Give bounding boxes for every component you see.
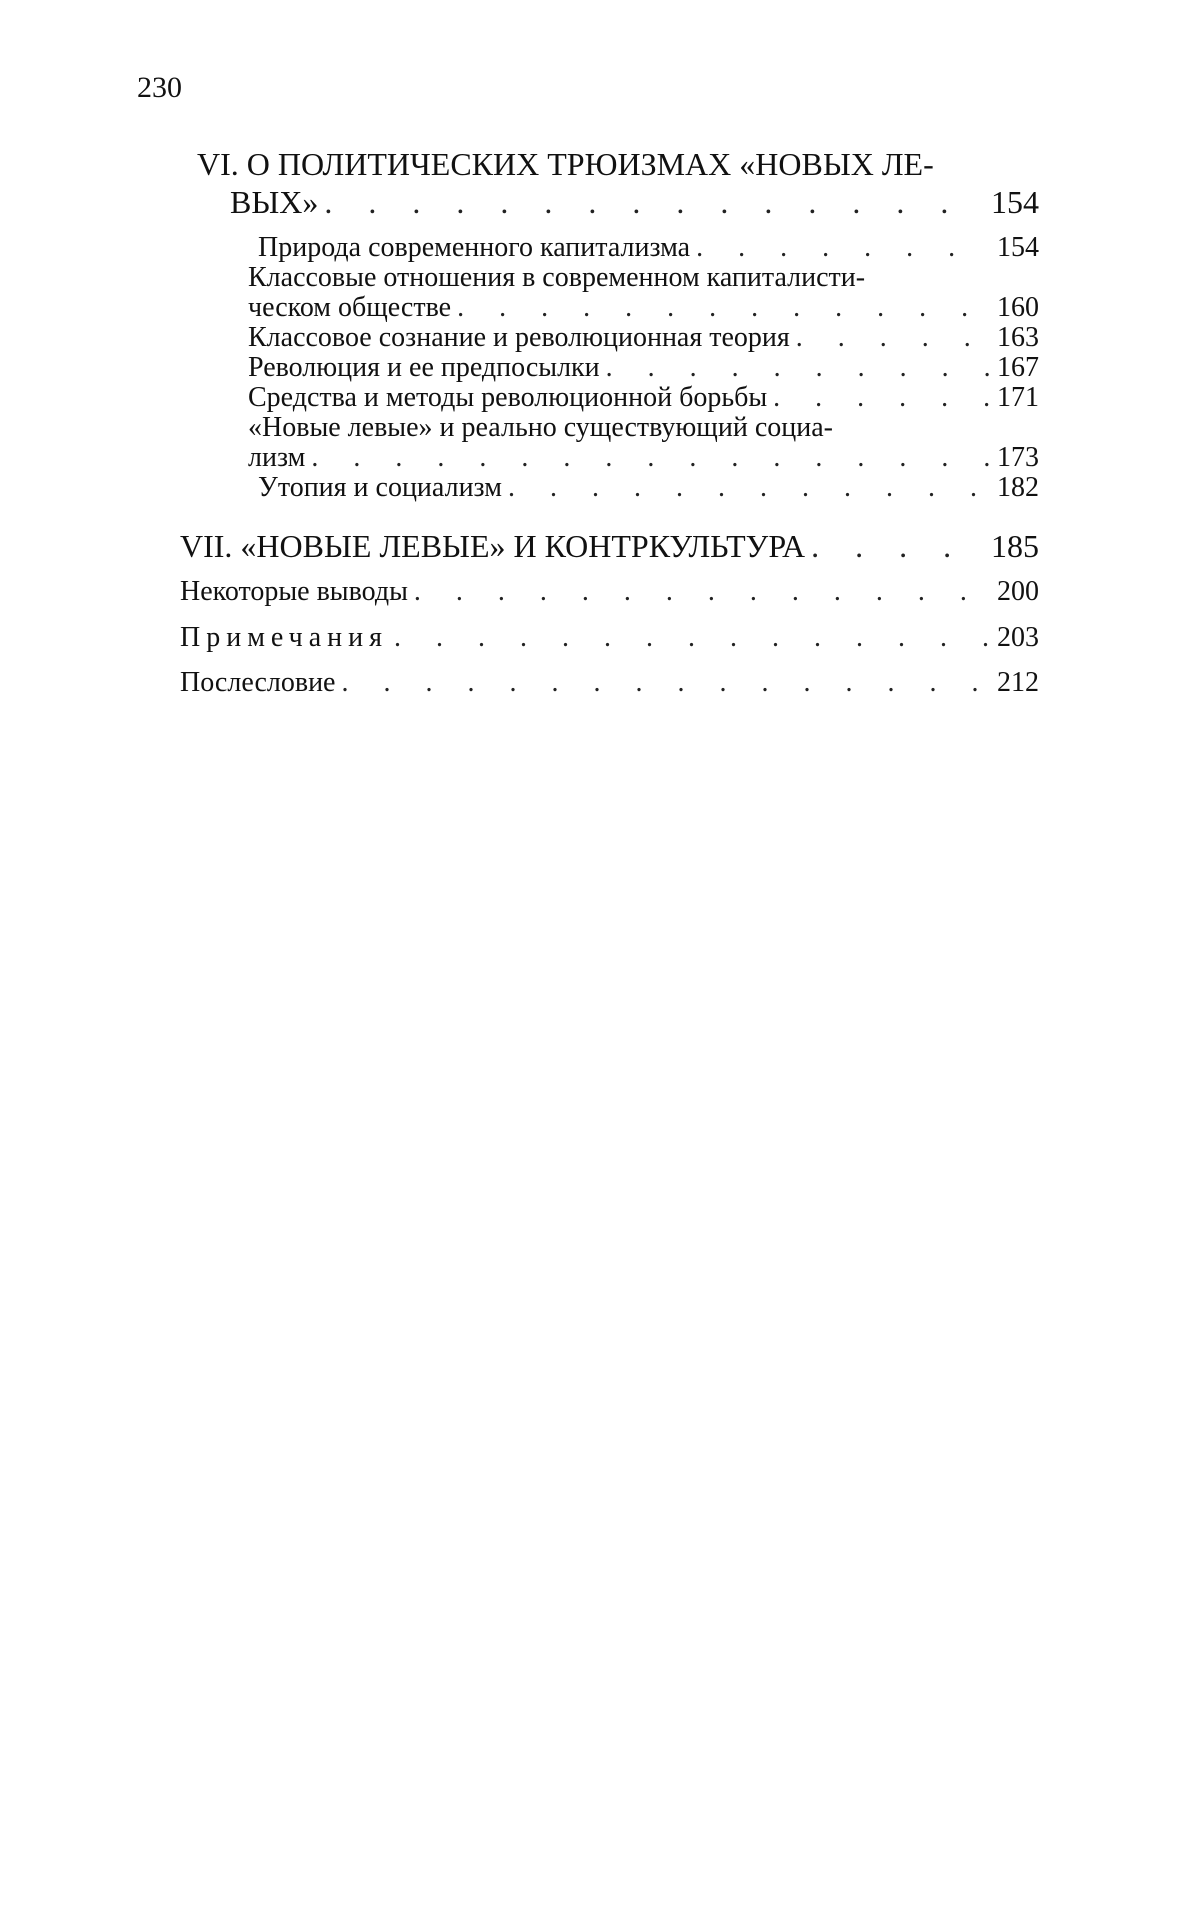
dot-leader xyxy=(457,293,991,323)
toc-item[interactable] xyxy=(248,353,1039,383)
dot-leader xyxy=(311,443,991,473)
toc-item-text: Утопия и социализм xyxy=(258,472,502,503)
toc-section-page: 200 xyxy=(997,576,1039,607)
toc-section[interactable] xyxy=(180,575,1039,609)
chapter-vii-title: VII. «НОВЫЕ ЛЕВЫЕ» И КОНТРКУЛЬТУРА xyxy=(180,528,806,564)
toc-item-text-line2: ческом обществе xyxy=(248,292,452,323)
dot-leader xyxy=(508,473,991,503)
toc-item-text: Классовое сознание и революционная теория xyxy=(248,322,790,353)
toc-item[interactable] xyxy=(248,443,1039,473)
dot-leader xyxy=(606,353,991,383)
toc-section-page: 212 xyxy=(997,667,1039,698)
toc-item-page: 154 xyxy=(997,232,1039,263)
toc-item[interactable] xyxy=(248,293,1039,323)
toc-item-text-line1: Классовые отношения в современном капиталисти- xyxy=(248,262,866,293)
toc-item-text: Природа современного капитализма xyxy=(258,232,691,263)
chapter-vi-title-line2: ВЫХ» xyxy=(230,184,319,220)
page-number: 230 xyxy=(137,71,182,104)
chapter-vii-entry[interactable] xyxy=(180,528,1039,564)
dot-leader xyxy=(696,233,991,263)
toc-item-text: Революция и ее предпосылки xyxy=(248,352,600,383)
toc-item-page: 163 xyxy=(997,322,1039,353)
toc-section-page: 203 xyxy=(997,622,1039,653)
toc-item-page: 173 xyxy=(997,442,1039,473)
toc-item-page: 182 xyxy=(997,472,1039,503)
toc-section-text: Примечания xyxy=(180,622,389,653)
toc-item[interactable] xyxy=(248,383,1039,413)
chapter-vi-page: 154 xyxy=(991,184,1039,220)
toc-item-text-line1: «Новые левые» и реально существующий социа- xyxy=(248,412,833,443)
toc-section[interactable] xyxy=(180,666,1039,700)
toc-item[interactable] xyxy=(248,323,1039,353)
toc-item-text: Средства и методы революционной борьбы xyxy=(248,382,768,413)
toc-item-page: 167 xyxy=(997,352,1039,383)
chapter-vii-page: 185 xyxy=(991,528,1039,564)
toc-section[interactable] xyxy=(180,621,1039,655)
dot-leader xyxy=(773,383,991,413)
dot-leader xyxy=(796,323,991,353)
dot-leader xyxy=(394,621,991,655)
toc-item-page: 171 xyxy=(997,382,1039,413)
dot-leader xyxy=(414,575,991,609)
toc-item-page: 160 xyxy=(997,292,1039,323)
toc-item[interactable] xyxy=(258,473,1039,503)
dot-leader xyxy=(324,184,985,220)
dot-leader xyxy=(341,666,991,700)
chapter-vi-entry[interactable] xyxy=(230,184,1039,220)
chapter-vi-title-line1: VI. О ПОЛИТИЧЕСКИХ ТРЮИЗМАХ «НОВЫХ ЛЕ- xyxy=(197,146,934,182)
toc-section-text: Некоторые выводы xyxy=(180,576,408,607)
toc-item[interactable] xyxy=(258,233,1039,263)
dot-leader xyxy=(811,528,985,564)
toc-item-text-line2: лизм xyxy=(248,442,306,473)
toc-section-text: Послесловие xyxy=(180,667,336,698)
